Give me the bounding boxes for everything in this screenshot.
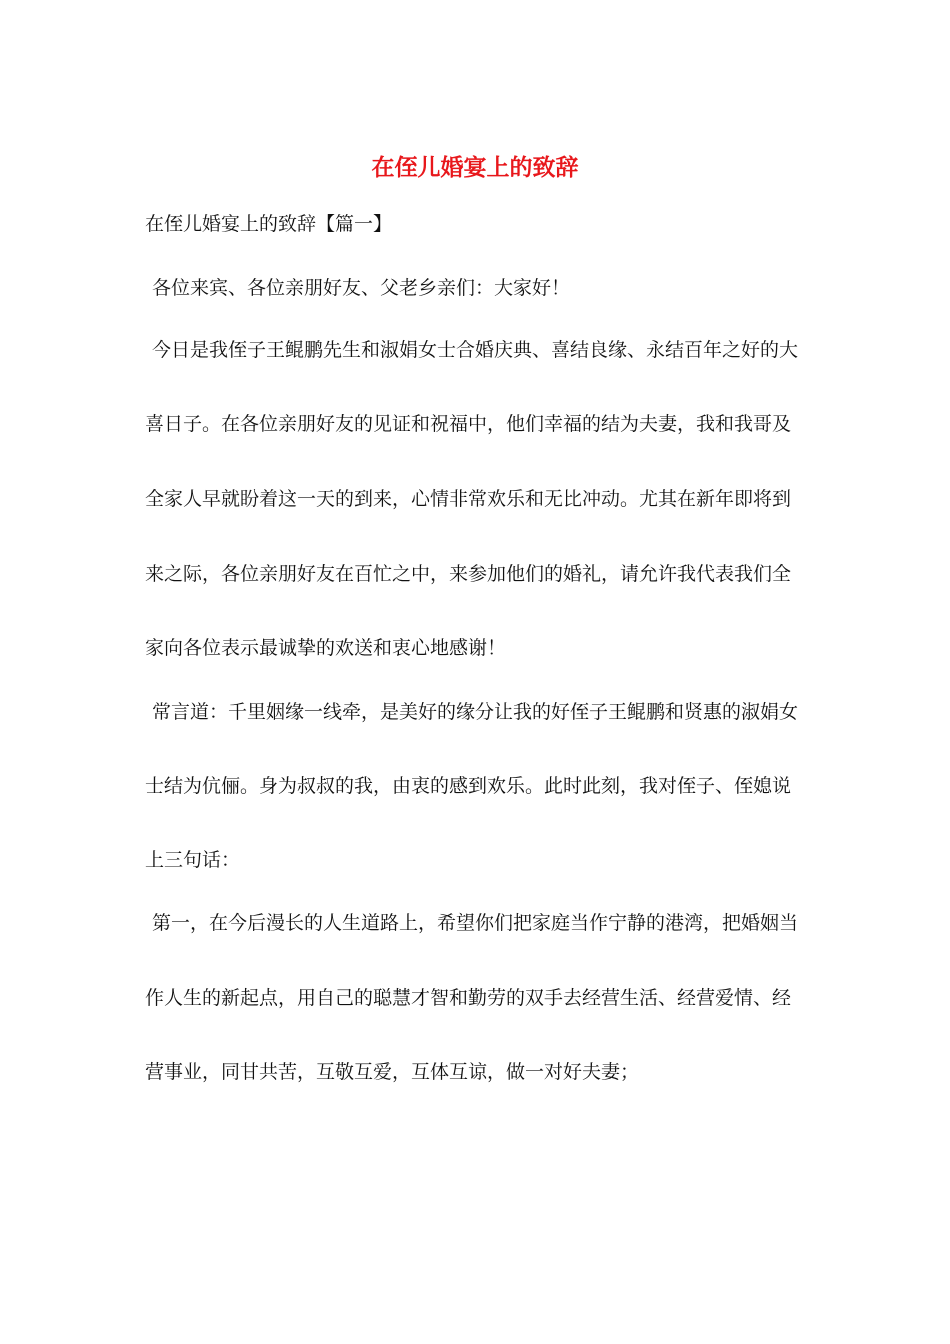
paragraph-line: 士结为伉俪。身为叔叔的我，由衷的感到欢乐。此时此刻，我对侄子、侄媳说: [145, 775, 792, 797]
paragraph-line: 全家人早就盼着这一天的到来，心情非常欢乐和无比冲动。尤其在新年即将到: [145, 488, 792, 510]
paragraph-line: 来之际，各位亲朋好友在百忙之中，来参加他们的婚礼，请允许我代表我们全: [145, 563, 792, 585]
paragraph-line: 营事业，同甘共苦，互敬互爱，互体互谅，做一对好夫妻；: [145, 1061, 640, 1083]
paragraph-line: 上三句话：: [145, 849, 241, 871]
document-title: 在侄儿婚宴上的致辞: [371, 154, 579, 181]
paragraph-line: 家向各位表示最诚挚的欢送和衷心地感谢！: [145, 637, 507, 659]
paragraph-line: 喜日子。在各位亲朋好友的见证和祝福中，他们幸福的结为夫妻，我和我哥及: [145, 413, 792, 435]
paragraph-line: 常言道：千里姻缘一线牵，是美好的缘分让我的好侄子王鲲鹏和贤惠的淑娟女: [152, 701, 799, 723]
paragraph-line: 第一，在今后漫长的人生道路上，希望你们把家庭当作宁静的港湾，把婚姻当: [152, 912, 799, 934]
greeting-line: 各位来宾、各位亲朋好友、父老乡亲们：大家好！: [152, 277, 571, 299]
paragraph-line: 作人生的新起点，用自己的聪慧才智和勤劳的双手去经营生活、经营爱情、经: [145, 987, 792, 1009]
paragraph-line: 今日是我侄子王鲲鹏先生和淑娟女士合婚庆典、喜结良缘、永结百年之好的大: [152, 339, 799, 361]
section-heading: 在侄儿婚宴上的致辞【篇一】: [145, 213, 393, 235]
